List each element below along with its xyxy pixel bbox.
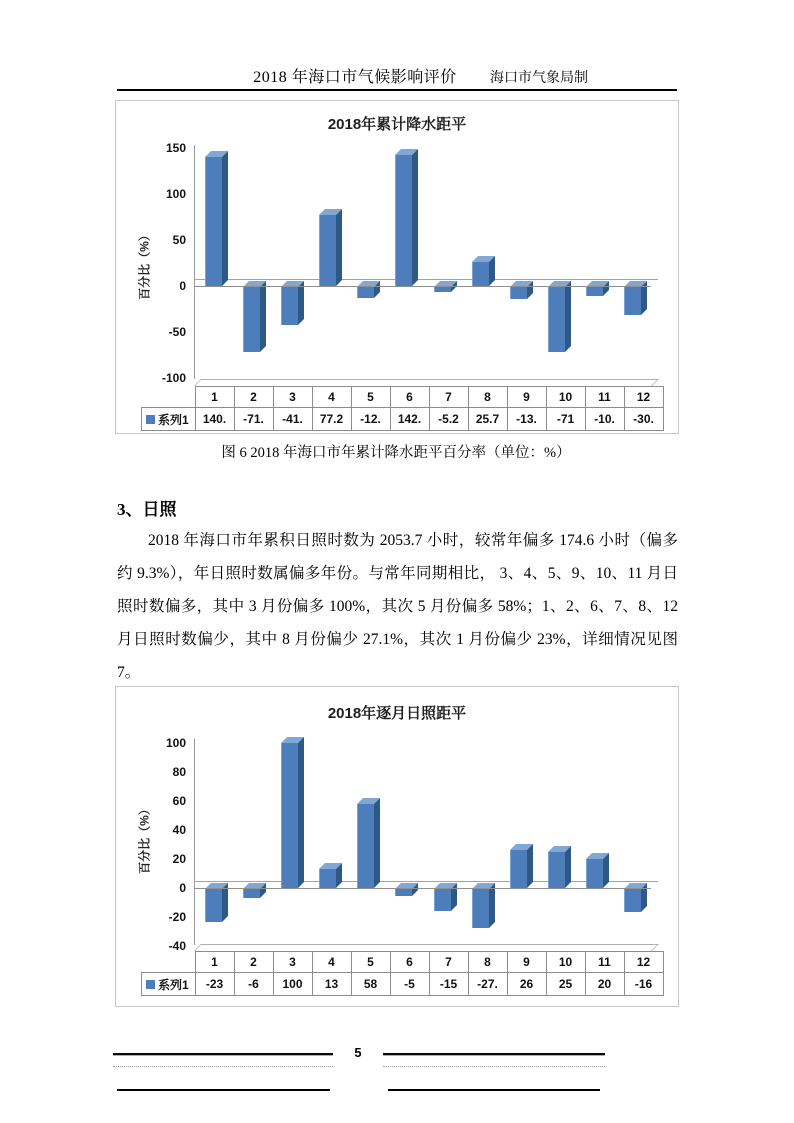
month-header-cell: 11 [585, 387, 624, 408]
value-cell: -41. [273, 408, 312, 431]
chart-title: 2018年逐月日照距平 [327, 705, 467, 722]
value-cell: -6 [234, 973, 273, 996]
value-cell: -12. [351, 408, 390, 431]
bar-side-face [298, 281, 304, 325]
bar-month-3 [281, 743, 298, 888]
value-cell: 13 [312, 973, 351, 996]
footer-bottom-rule-right [388, 1089, 600, 1091]
legend-marker-icon [146, 980, 155, 989]
month-header-cell: 9 [507, 952, 546, 973]
month-header-cell: 1 [195, 387, 234, 408]
value-cell: 25.7 [468, 408, 507, 431]
data-table [141, 951, 664, 996]
bar-side-face [336, 863, 342, 888]
month-header-cell: 7 [429, 952, 468, 973]
y-tick-label: -40 [168, 939, 186, 953]
month-header-cell: 10 [546, 952, 585, 973]
value-cell: 58 [351, 973, 390, 996]
bar-side-face [298, 737, 304, 888]
value-cell: 20 [585, 973, 624, 996]
month-header-cell: 2 [234, 952, 273, 973]
month-header-cell: 8 [468, 387, 507, 408]
precipitation-anomaly-chart [115, 100, 679, 434]
value-cell: 77.2 [312, 408, 351, 431]
y-tick-label: -50 [168, 325, 186, 339]
bar-month-6 [395, 889, 412, 896]
footer-bottom-rule-left [117, 1089, 330, 1091]
value-cell: -23 [195, 973, 234, 996]
data-table [141, 386, 664, 431]
value-cell: -71 [546, 408, 585, 431]
y-tick-label: -20 [168, 910, 186, 924]
bar-side-face [565, 846, 571, 888]
month-header-cell: 7 [429, 387, 468, 408]
value-cell: -10. [585, 408, 624, 431]
header-rule [117, 89, 677, 91]
y-tick-label: 0 [179, 279, 186, 293]
legend-label: 系列1 [158, 412, 189, 427]
value-cell: 100 [273, 973, 312, 996]
y-axis-label: 百分比（%） [137, 229, 152, 300]
footer-dotted-left [113, 1066, 333, 1067]
y-axis-label: 百分比（%） [137, 803, 152, 874]
value-cell: 25 [546, 973, 585, 996]
value-cell: -5.2 [429, 408, 468, 431]
header-publisher: 海口市气象局制 [490, 71, 588, 86]
bar-month-10 [548, 287, 565, 352]
bar-month-3 [281, 287, 298, 325]
bar-month-7 [434, 889, 451, 911]
series-legend [142, 973, 196, 996]
y-tick-label: 50 [172, 233, 186, 247]
bar-month-9 [510, 850, 527, 888]
bar-month-7 [434, 287, 451, 292]
footer-dotted-right [383, 1066, 605, 1067]
month-header-cell: 4 [312, 387, 351, 408]
value-cell: -15 [429, 973, 468, 996]
month-header-cell: 4 [312, 952, 351, 973]
table-corner [142, 387, 196, 408]
chart-title: 2018年累计降水距平 [327, 116, 467, 133]
bar-side-face [489, 256, 495, 286]
bar-month-6 [395, 155, 412, 286]
y-tick-label: 150 [165, 141, 186, 155]
bar-month-9 [510, 287, 527, 299]
bar-side-face [260, 281, 266, 352]
legend-label: 系列1 [158, 977, 189, 992]
month-header-cell: 8 [468, 952, 507, 973]
value-cell: -30. [624, 408, 663, 431]
figure6-caption: 图 6 2018 年海口市年累计降水距平百分率（单位：%） [221, 445, 571, 461]
legend-marker-icon [146, 415, 155, 424]
bar-month-8 [472, 262, 489, 286]
y-tick-label: 20 [172, 852, 186, 866]
bar-month-1 [205, 889, 222, 922]
value-cell: -13. [507, 408, 546, 431]
month-header-cell: 6 [390, 952, 429, 973]
month-header-cell: 11 [585, 952, 624, 973]
bar-side-face [222, 151, 228, 286]
bar-month-8 [472, 889, 489, 928]
footer-rule-left [113, 1053, 333, 1056]
bar-month-1 [205, 157, 222, 286]
footer-rule-right [383, 1053, 605, 1056]
y-tick-label: 40 [172, 823, 186, 837]
bar-month-5 [357, 804, 374, 888]
bar-month-10 [548, 852, 565, 888]
month-header-cell: 2 [234, 387, 273, 408]
section-heading: 3、日照 [117, 500, 177, 519]
value-cell: -27. [468, 973, 507, 996]
header-title: 2018 年海口市气候影响评价 [253, 69, 457, 86]
value-cell: -16 [624, 973, 663, 996]
page-number: 5 [354, 1045, 362, 1060]
month-header-cell: 5 [351, 387, 390, 408]
value-cell: 26 [507, 973, 546, 996]
bar-side-face [374, 798, 380, 888]
bar-side-face [489, 883, 495, 928]
month-header-cell: 1 [195, 952, 234, 973]
bar-side-face [603, 853, 609, 888]
value-cell: -5 [390, 973, 429, 996]
bar-month-11 [586, 287, 603, 296]
month-header-cell: 12 [624, 387, 663, 408]
bar-side-face [527, 844, 533, 888]
month-header-cell: 9 [507, 387, 546, 408]
bar-side-face [336, 209, 342, 286]
table-corner [142, 952, 196, 973]
bar-series [116, 101, 678, 433]
y-tick-label: 100 [165, 187, 186, 201]
bar-month-4 [319, 215, 336, 286]
month-header-cell: 6 [390, 387, 429, 408]
month-header-cell: 3 [273, 952, 312, 973]
sunshine-anomaly-chart [115, 686, 679, 1007]
zero-gridline-front [194, 888, 651, 889]
bar-side-face [412, 149, 418, 286]
y-tick-label: 80 [172, 765, 186, 779]
value-cell: 140. [195, 408, 234, 431]
bar-month-2 [243, 889, 260, 898]
value-cell: -71. [234, 408, 273, 431]
month-header-cell: 12 [624, 952, 663, 973]
month-header-cell: 5 [351, 952, 390, 973]
bar-month-12 [624, 287, 641, 315]
month-header-cell: 3 [273, 387, 312, 408]
bar-month-5 [357, 287, 374, 298]
bar-side-face [565, 281, 571, 352]
y-tick-label: 60 [172, 794, 186, 808]
zero-gridline-front [194, 286, 651, 287]
value-cell: 142. [390, 408, 429, 431]
bar-month-2 [243, 287, 260, 352]
y-tick-label: 100 [165, 736, 186, 750]
y-tick-label: 0 [179, 881, 186, 895]
series-legend [142, 408, 196, 431]
y-tick-label: -100 [161, 371, 186, 385]
bar-month-12 [624, 889, 641, 912]
bar-month-4 [319, 869, 336, 888]
month-header-cell: 10 [546, 387, 585, 408]
section-paragraph: 2018 年海口市年累积日照时数为 2053.7 小时，较常年偏多 174.6 小时（偏多约 9.3%），年日照时数属偏多年份。与常年同期相比， 3、4、5、9、10、11 月日照时数偏多，其中 3 月份偏多 100%，其次 5 月份偏多 58%；1、2、6、7、8、12 月日照时数偏少，其中 8 月份偏少 27.1%，其次 1 月份偏少 23%，详细情况见图 7。 [117, 532, 678, 681]
bar-month-11 [586, 859, 603, 888]
